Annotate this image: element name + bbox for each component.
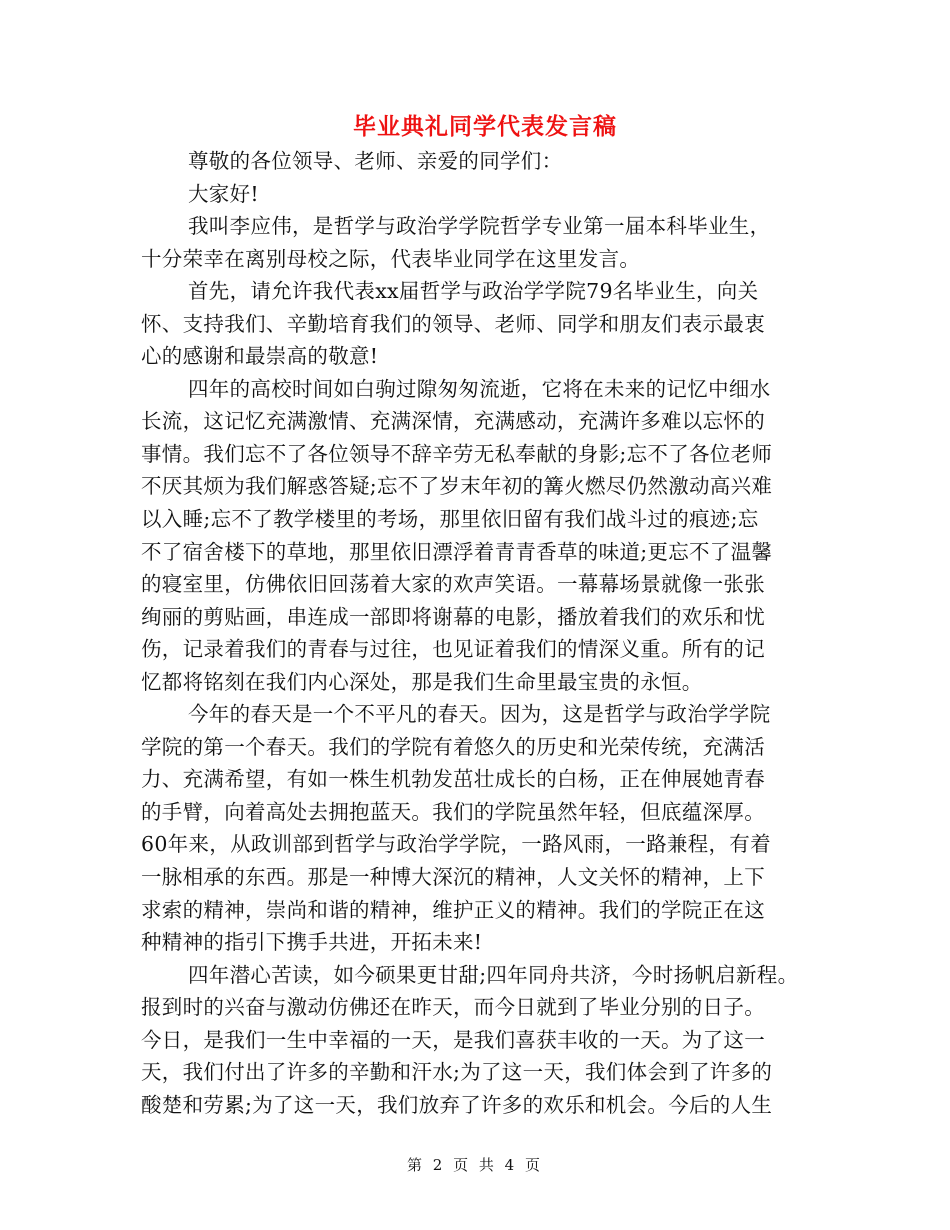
text-line: 不了宿舍楼下的草地，那里依旧漂浮着青青香草的味道;更忘不了温馨 (141, 539, 773, 564)
text-line: 的寝室里，仿佛依旧回荡着大家的欢声笑语。一幕幕场景就像一张张 (141, 572, 765, 597)
text-line: 天，我们付出了许多的辛勤和汗水;为了这一天，我们体会到了许多的 (141, 1060, 773, 1085)
text-line: 一脉相承的东西。那是一种博大深沉的精神，人文关怀的精神，上下 (141, 865, 765, 890)
text-line: 心的感谢和最崇高的敬意! (141, 344, 379, 369)
text-line: 我叫李应伟，是哲学与政治学学院哲学专业第一届本科毕业生， (188, 214, 771, 239)
text-line: 酸楚和劳累;为了这一天，我们放弃了许多的欢乐和机会。今后的人生 (141, 1092, 773, 1117)
text-line: 学院的第一个春天。我们的学院有着悠久的历史和光荣传统，充满活 (141, 734, 765, 759)
text-line: 60年来，从政训部到哲学与政治学学院，一路风雨，一路兼程，有着 (141, 832, 771, 857)
text-line: 以入睡;忘不了教学楼里的考场，那里依旧留有我们战斗过的痕迹;忘 (141, 507, 759, 532)
text-line: 大家好! (188, 181, 259, 206)
text-line: 绚丽的剪贴画，串连成一部即将谢幕的电影，播放着我们的欢乐和忧 (141, 604, 765, 629)
text-line: 今日，是我们一生中幸福的一天，是我们喜获丰收的一天。为了这一 (141, 1027, 765, 1052)
text-line: 不厌其烦为我们解惑答疑;忘不了岁末年初的篝火燃尽仍然激动高兴难 (141, 474, 773, 499)
text-line: 四年的高校时间如白驹过隙匆匆流逝，它将在未来的记忆中细水 (188, 376, 771, 401)
text-line: 首先，请允许我代表xx届哲学与政治学学院79名毕业生，向关 (188, 279, 759, 304)
text-line: 四年潜心苦读，如今硕果更甘甜;四年同舟共济，今时扬帆启新程。 (188, 962, 799, 987)
text-line: 种精神的指引下携手共进，开拓未来! (141, 930, 483, 955)
text-line: 尊敬的各位领导、老师、亲爱的同学们： (188, 149, 563, 173)
text-line: 求索的精神，崇尚和谐的精神，维护正义的精神。我们的学院正在这 (141, 897, 765, 922)
text-line: 伤，记录着我们的青春与过往，也见证着我们的情深义重。所有的记 (141, 637, 765, 662)
text-line: 今年的春天是一个不平凡的春天。因为，这是哲学与政治学学院 (188, 702, 771, 727)
text-line: 力、充满希望，有如一株生机勃发茁壮成长的白杨，正在伸展她青春 (141, 767, 765, 792)
speech-body (141, 145, 831, 1121)
text-line: 忆都将铭刻在我们内心深处，那是我们生命里最宝贵的永恒。 (141, 669, 703, 694)
text-line: 报到时的兴奋与激动仿佛还在昨天，而今日就到了毕业分别的日子。 (141, 995, 765, 1020)
text-line: 十分荣幸在离别母校之际，代表毕业同学在这里发言。 (141, 246, 641, 271)
text-line: 的手臂，向着高处去拥抱蓝天。我们的学院虽然年轻，但底蕴深厚。 (141, 799, 765, 824)
page-footer: 第 2 页 共 4 页 (407, 1156, 543, 1174)
text-line: 事情。我们忘不了各位领导不辞辛劳无私奉献的身影;忘不了各位老师 (141, 441, 773, 466)
text-line: 长流，这记忆充满激情、充满深情，充满感动，充满许多难以忘怀的 (141, 409, 765, 434)
document-title: 毕业典礼同学代表发言稿 (353, 114, 617, 140)
text-line: 怀、支持我们、辛勤培育我们的领导、老师、同学和朋友们表示最衷 (141, 311, 765, 336)
